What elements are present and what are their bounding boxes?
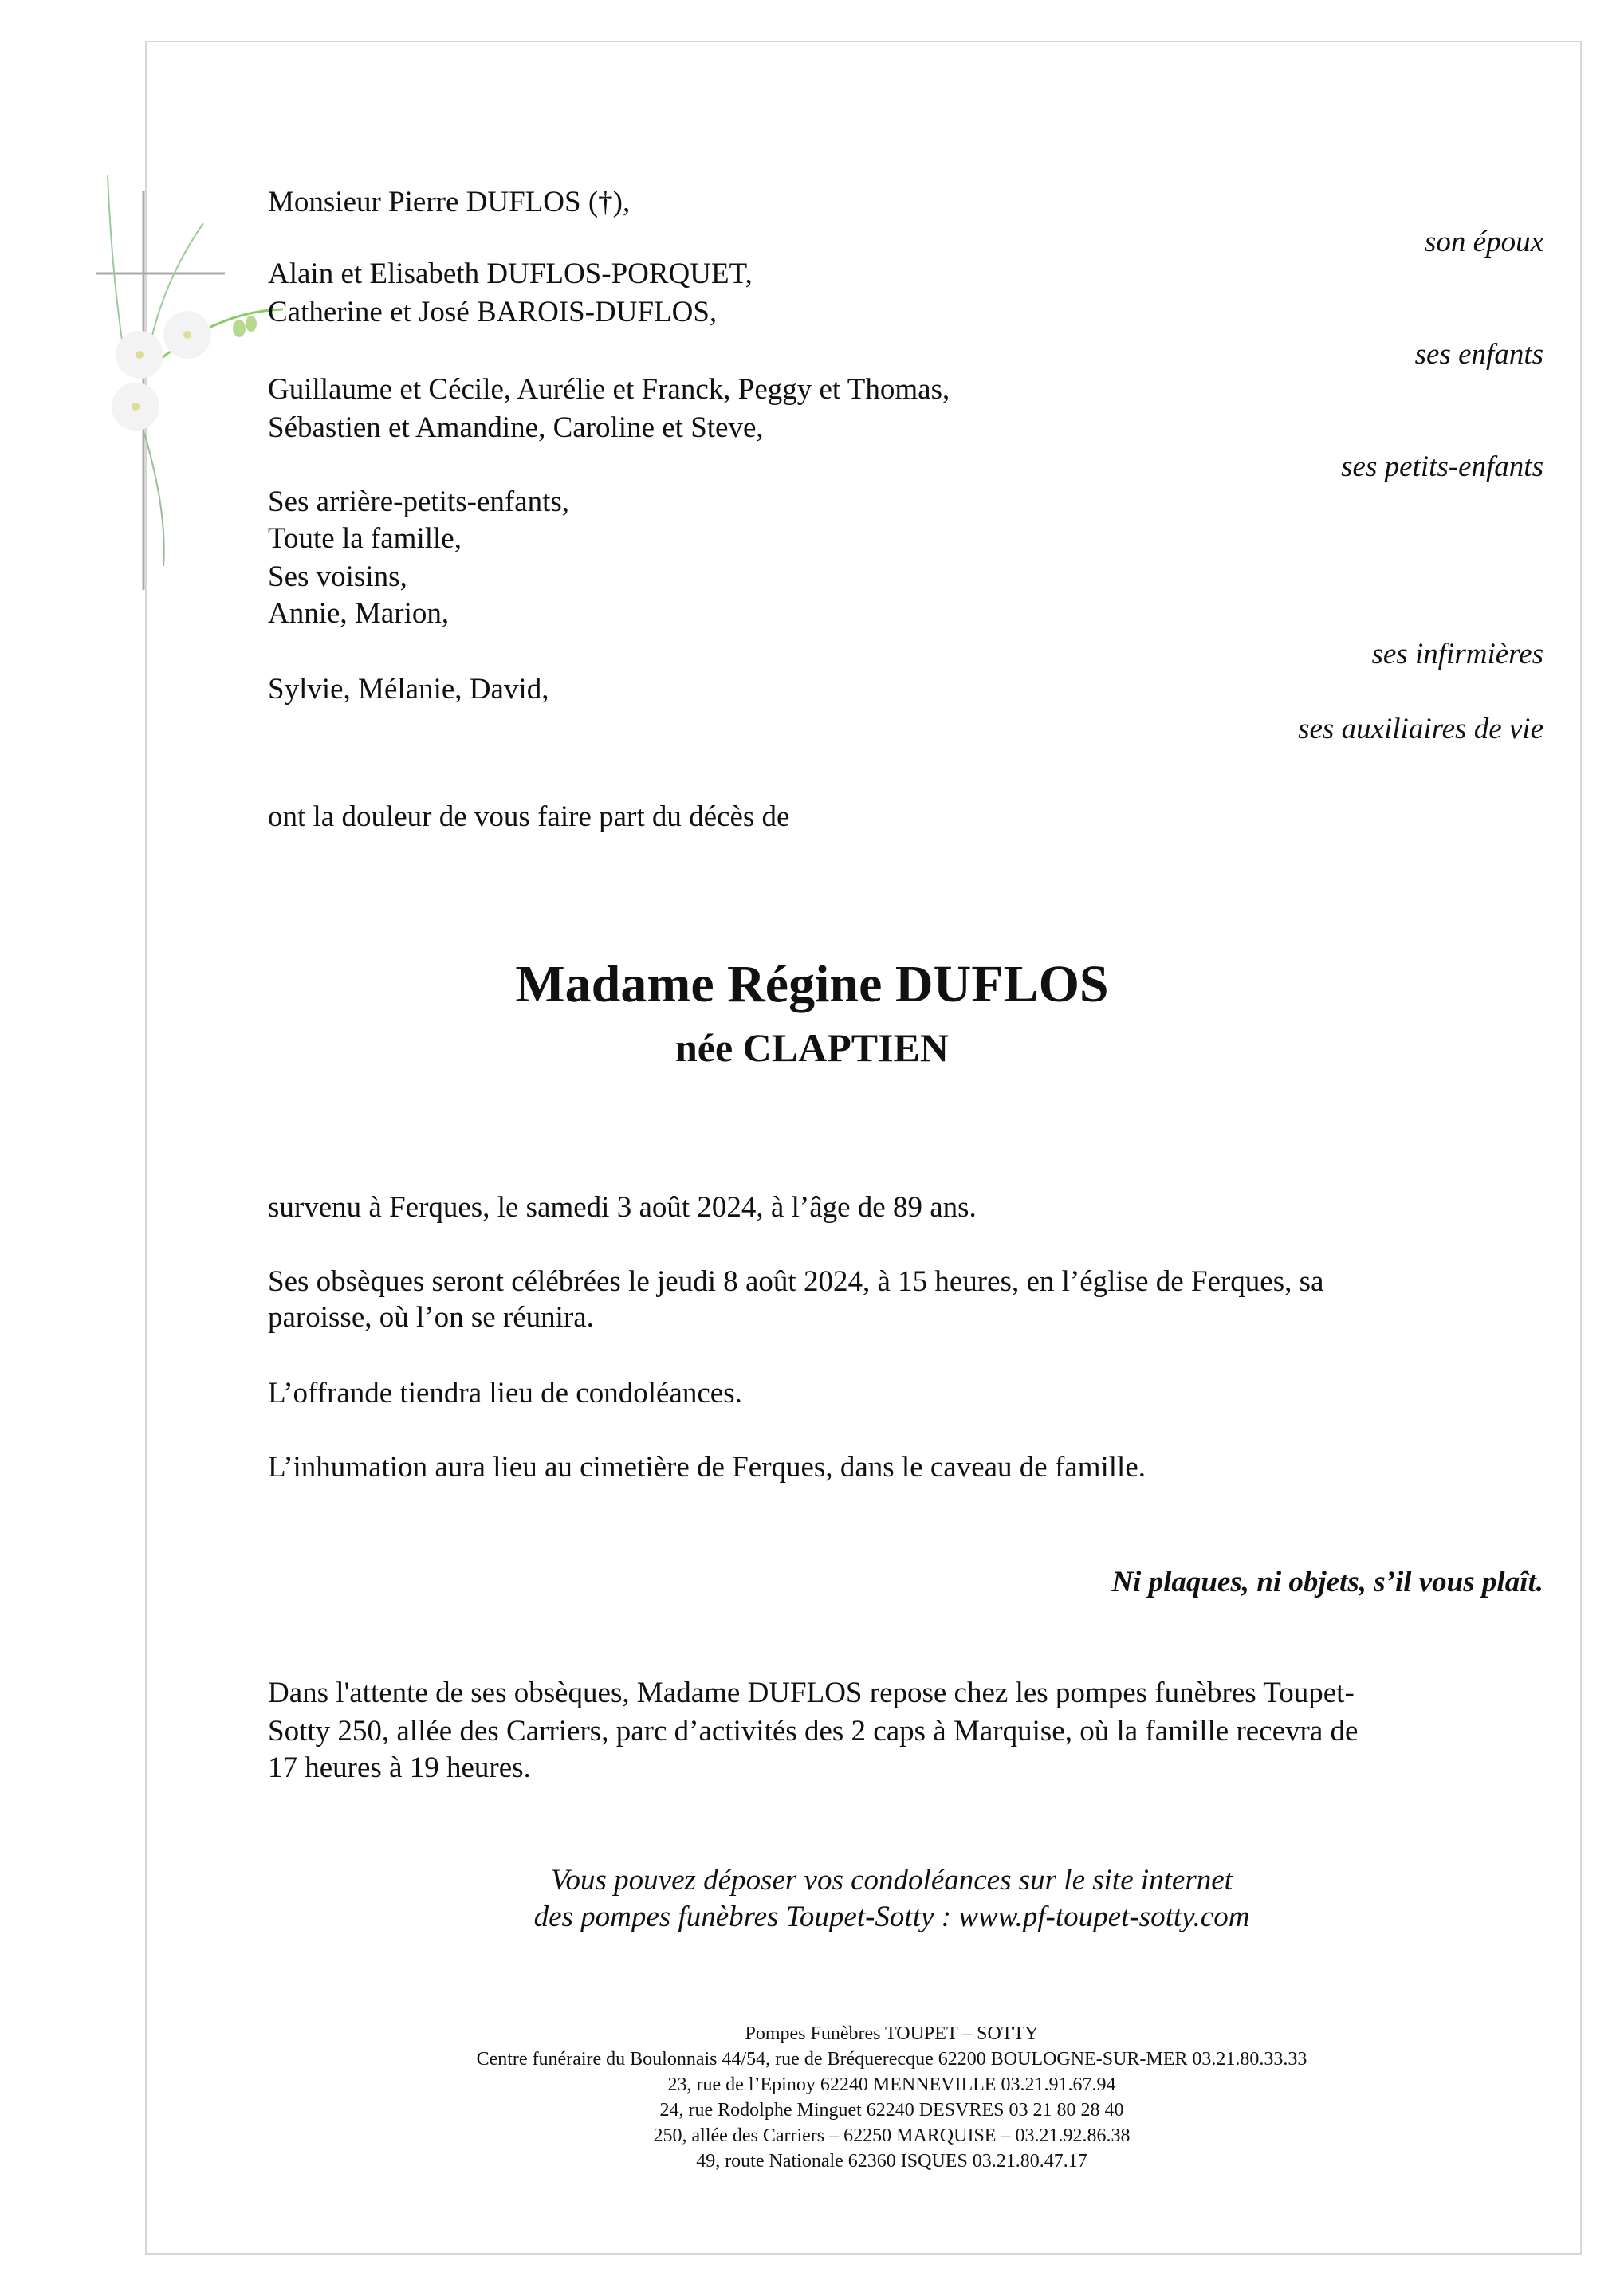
condolences-line: Vous pouvez déposer vos condoléances sur le site internet [551,1864,1233,1897]
relation-label: son époux [1425,226,1543,258]
family-line: Sébastien et Amandine, Caroline et Steve, [268,411,764,444]
family-line: Monsieur Pierre DUFLOS (†), [268,186,631,218]
footer-line: 49, route Nationale 62360 ISQUES 03.21.80.47.17 [696,2151,1087,2172]
repose-line: 17 heures à 19 heures. [268,1751,531,1784]
body-line: L’inhumation aura lieu au cimetière de Ferques, dans le caveau de famille. [268,1451,1146,1484]
maiden-name: née CLAPTIEN [674,1025,950,1070]
condolences-link[interactable]: des pompes funèbres Toupet-Sotty : www.pf-toupet-sotty.com [533,1901,1250,1933]
family-line: Ses voisins, [268,560,407,593]
family-line: Toute la famille, [268,522,462,555]
family-line: Catherine et José BAROIS-DUFLOS, [268,296,718,328]
intro-text: ont la douleur de vous faire part du décès de [268,800,790,833]
repose-line: Dans l'attente de ses obsèques, Madame DUFLOS repose chez les pompes funèbres Toupet- [268,1677,1355,1709]
body-line: Ses obsèques seront célébrées le jeudi 8 août 2024, à 15 heures, en l’église de Ferques, sa [268,1265,1324,1298]
body-line: paroisse, où l’on se réunira. [268,1301,594,1334]
family-line: Annie, Marion, [268,597,450,630]
body-line: survenu à Ferques, le samedi 3 août 2024, à l’âge de 89 ans. [268,1191,977,1224]
relation-label: ses infirmières [1371,638,1543,670]
deceased-name: Madame Régine DUFLOS [515,955,1109,1013]
family-line: Sylvie, Mélanie, David, [268,673,549,706]
footer-line: 24, rue Rodolphe Minguet 62240 DESVRES 03 21 80 28 40 [659,2100,1124,2121]
footer-line: 23, rue de l’Epinoy 62240 MENNEVILLE 03.21.91.67.94 [667,2074,1116,2095]
repose-line: Sotty 250, allée des Carriers, parc d’activités des 2 caps à Marquise, où la famille recevra de [268,1715,1359,1748]
relation-label: ses petits-enfants [1341,450,1543,483]
body-line: L’offrande tiendra lieu de condoléances. [268,1377,742,1409]
no-flowers-notice: Ni plaques, ni objets, s’il vous plaît. [1111,1566,1543,1598]
relation-label: ses enfants [1414,338,1543,371]
family-line: Guillaume et Cécile, Aurélie et Franck, Peggy et Thomas, [268,373,950,406]
relation-label: ses auxiliaires de vie [1298,713,1543,745]
footer-line: Pompes Funèbres TOUPET – SOTTY [745,2023,1039,2044]
footer-line: Centre funéraire du Boulonnais 44/54, rue de Bréquerecque 62200 BOULOGNE-SUR-MER 03.21.80.33.33 [476,2049,1307,2070]
family-line: Ses arrière-petits-enfants, [268,486,570,518]
footer-line: 250, allée des Carriers – 62250 MARQUISE – 03.21.92.86.38 [653,2125,1131,2146]
family-line: Alain et Elisabeth DUFLOS-PORQUET, [268,258,753,290]
